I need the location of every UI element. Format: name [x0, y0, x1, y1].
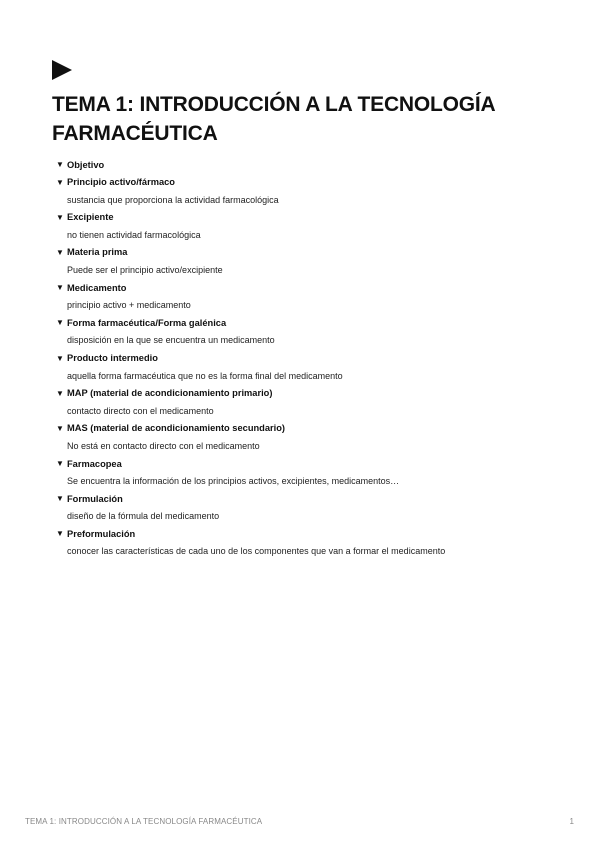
toggle-heading[interactable]: [56, 527, 556, 540]
toggle-heading[interactable]: [56, 158, 556, 171]
toggle-body-text: aquella forma farmacéutica que no es la forma final del medicamento: [67, 370, 343, 381]
toggle-body-text: sustancia que proporciona la actividad farmacológica: [67, 194, 279, 205]
toggle-item: [56, 158, 556, 176]
toggle-item: [56, 457, 556, 492]
toggle-heading-label: Principio activo/fármaco: [67, 177, 175, 188]
toggle-body-text: Se encuentra la información de los principios activos, excipientes, medicamentos…: [67, 476, 400, 487]
toggle-heading-label: Excipiente: [67, 212, 114, 223]
toggle-body-text: conocer las características de cada uno de los componentes que van a formar el medicamento: [67, 546, 446, 557]
toggle-body-text: disposición en la que se encuentra un medicamento: [67, 335, 275, 346]
toggle-heading-label: MAS (material de acondicionamiento secundario): [67, 423, 286, 434]
toggle-heading[interactable]: [56, 387, 556, 400]
toggle-arrow-icon[interactable]: ▼: [56, 529, 64, 539]
page-title: TEMA 1: INTRODUCCIÓN A LA TECNOLOGÍA FARMACÉUTICA: [52, 93, 495, 145]
toggle-arrow-icon[interactable]: ▼: [56, 388, 64, 398]
toggle-heading[interactable]: [56, 211, 556, 224]
toggle-arrow-icon[interactable]: ▼: [56, 353, 64, 363]
toggle-heading[interactable]: [56, 246, 556, 259]
toggle-arrow-icon[interactable]: ▼: [56, 247, 64, 257]
toggle-heading-label: Preformulación: [67, 528, 136, 539]
toggle-item: [56, 316, 556, 351]
toggle-arrow-icon[interactable]: ▼: [56, 212, 64, 222]
toggle-item: [56, 246, 556, 281]
toggle-item: [56, 422, 556, 457]
toggle-arrow-icon[interactable]: ▼: [56, 318, 64, 328]
toggle-heading[interactable]: [56, 176, 556, 189]
toggle-body-text: no tienen actividad farmacológica: [67, 229, 201, 240]
page-number: 1: [569, 817, 574, 826]
toggle-heading-label: Medicamento: [67, 282, 127, 293]
toggle-heading-label: Formulación: [67, 493, 123, 504]
toggle-heading-label: Producto intermedio: [67, 353, 158, 364]
toggle-item: [56, 211, 556, 246]
toggle-arrow-icon[interactable]: ▼: [56, 459, 64, 469]
toggle-heading-label: Forma farmacéutica/Forma galénica: [67, 317, 227, 328]
toggle-heading-label: Objetivo: [67, 159, 105, 170]
toggle-heading-label: Materia prima: [67, 247, 128, 258]
toggle-arrow-icon[interactable]: ▼: [56, 177, 64, 187]
toggle-body-text: No está en contacto directo con el medicamento: [67, 440, 260, 451]
toggle-heading[interactable]: [56, 422, 556, 435]
toggle-heading-label: MAP (material de acondicionamiento primario): [67, 388, 273, 399]
toggle-item: [56, 387, 556, 422]
toggle-arrow-icon[interactable]: ▼: [56, 283, 64, 293]
toggle-body-text: diseño de la fórmula del medicamento: [67, 511, 220, 522]
toggle-heading[interactable]: [56, 492, 556, 505]
toggle-body-text: contacto directo con el medicamento: [67, 405, 214, 416]
toggle-arrow-icon[interactable]: ▼: [56, 423, 64, 433]
toggle-item: [56, 492, 556, 527]
footer-title: TEMA 1: INTRODUCCIÓN A LA TECNOLOGÍA FARMACÉUTICA: [25, 817, 263, 826]
toggle-arrow-icon[interactable]: ▼: [56, 160, 64, 169]
toggle-heading[interactable]: [56, 352, 556, 365]
toggle-body-text: Puede ser el principio activo/excipiente: [67, 264, 223, 275]
toggle-item: [56, 527, 556, 562]
toggle-body-text: principio activo + medicamento: [67, 300, 191, 311]
toggle-list: [56, 158, 556, 563]
play-triangle-icon: [52, 60, 72, 80]
toggle-item: [56, 281, 556, 316]
toggle-item: [56, 176, 556, 211]
toggle-arrow-icon[interactable]: ▼: [56, 494, 64, 504]
toggle-item: [56, 352, 556, 387]
toggle-heading[interactable]: [56, 316, 556, 329]
toggle-heading[interactable]: [56, 281, 556, 294]
toggle-heading-label: Farmacopea: [67, 458, 122, 469]
toggle-heading[interactable]: [56, 457, 556, 470]
